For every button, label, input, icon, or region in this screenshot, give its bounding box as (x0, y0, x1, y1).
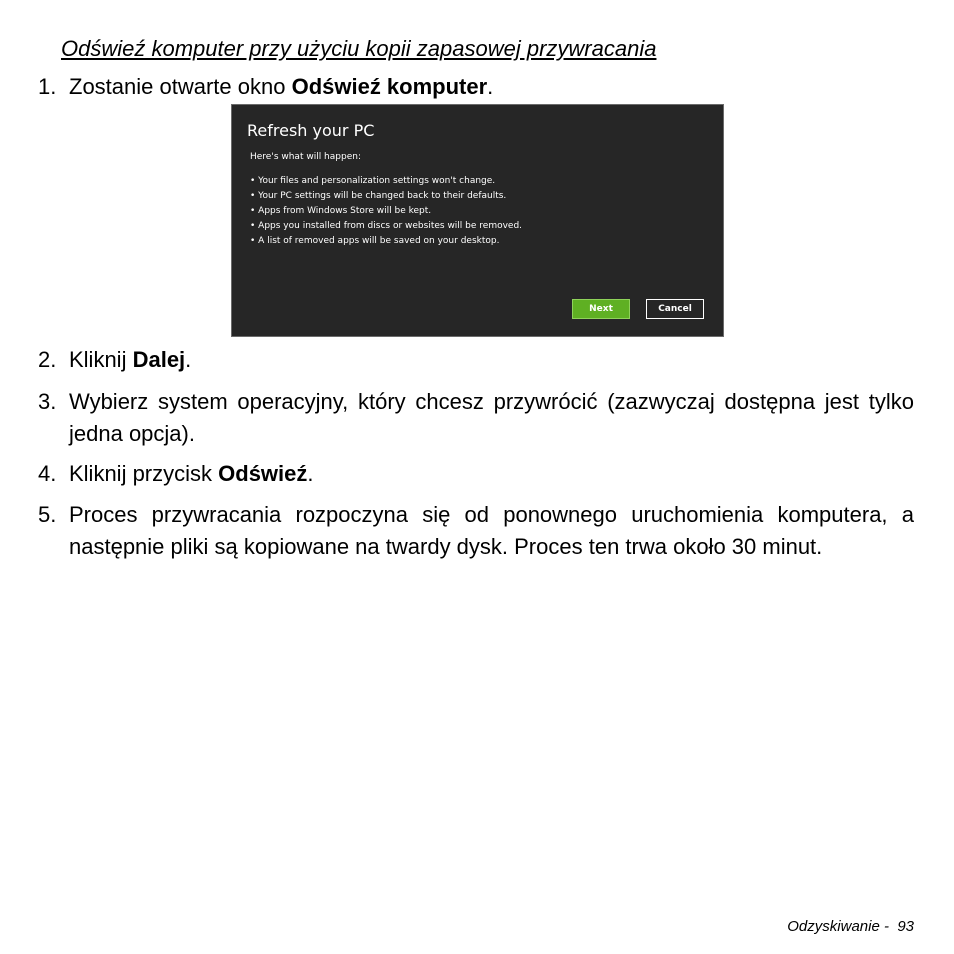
next-button[interactable]: Next (572, 299, 630, 319)
cancel-button[interactable]: Cancel (646, 299, 704, 319)
step-4 (38, 458, 914, 490)
step-number: 4. (38, 461, 57, 486)
list-item: • A list of removed apps will be saved on your desktop. (250, 234, 522, 249)
page-number: 93 (897, 918, 914, 935)
footer-section: Odzyskiwanie - (787, 918, 889, 935)
step-number: 5. (38, 502, 57, 527)
bold-term: Odświeź komputer (291, 74, 488, 99)
list-item: • Apps you installed from discs or websites will be removed. (250, 219, 522, 234)
list-item: • Your files and personalization settings won't change. (250, 174, 522, 189)
step-3 (38, 386, 914, 450)
step-number: 2. (38, 347, 57, 372)
step-text: Wybierz system operacyjny, który chcesz przywrócić (zazwyczaj dostępna jest tylko jedna opcja). (69, 389, 914, 446)
bold-term: Odświeź (218, 461, 308, 486)
list-item: • Your PC settings will be changed back to their defaults. (250, 189, 522, 204)
step-text: Kliknij Dalej. (69, 347, 192, 372)
step-number: 3. (38, 389, 57, 414)
step-text: Zostanie otwarte okno Odświeź komputer. (69, 74, 494, 99)
list-item: • Apps from Windows Store will be kept. (250, 204, 522, 219)
step-text: Kliknij przycisk Odświeź. (69, 461, 314, 486)
dialog-subtitle: Here's what will happen: (250, 152, 361, 162)
dialog-bullet-list (250, 174, 522, 249)
dialog-title: Refresh your PC (247, 121, 375, 140)
section-heading: Odświeź komputer przy użyciu kopii zapasowej przywracania (61, 36, 657, 61)
step-text: Proces przywracania rozpoczyna się od ponownego uruchomienia komputera, a następnie pliki są kopiowane na twardy dysk. Proces ten trwa około 30 minut. (69, 502, 914, 559)
step-2 (38, 344, 914, 376)
step-1 (38, 71, 914, 103)
step-number: 1. (38, 74, 57, 99)
refresh-pc-dialog (231, 104, 724, 337)
page-footer (787, 918, 914, 935)
bold-term: Dalej (132, 347, 186, 372)
step-5 (38, 499, 914, 563)
